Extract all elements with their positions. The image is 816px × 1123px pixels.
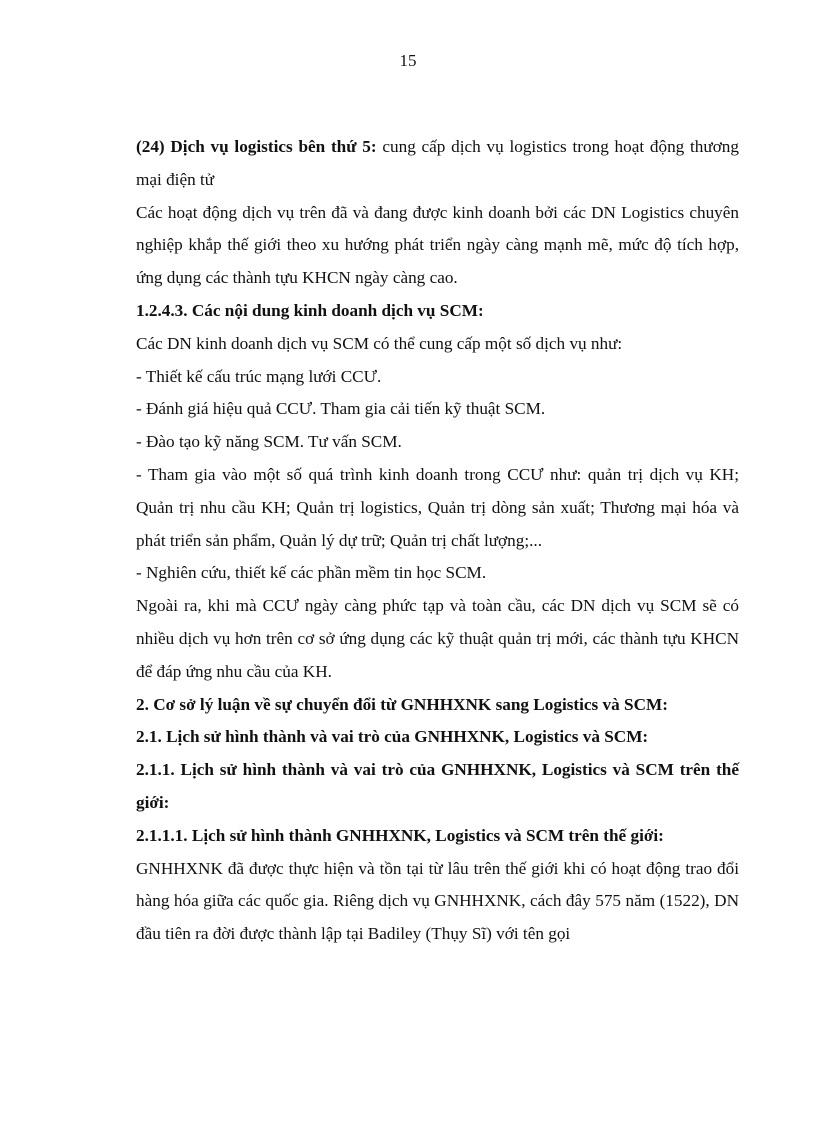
heading-1-2-4-3: 1.2.4.3. Các nội dung kinh doanh dịch vụ SCM: [136, 300, 484, 320]
document-body [136, 131, 739, 951]
bullet-item: - Thiết kế cấu trúc mạng lưới CCƯ. [136, 366, 382, 386]
paragraph-history: GNHHXNK đã được thực hiện và tồn tại từ lâu trên thế giới khi có hoạt động trao đổi hàng hóa giữa các quốc gia. Riêng dịch vụ GNHHXNK, cách đây 575 năm (1522), DN đầu tiên ra đời được thành lập tại Badiley (Thụy Sĩ) với tên gọi [136, 858, 739, 944]
heading-2: 2. Cơ sở lý luận về sự chuyển đổi từ GNHHXNK sang Logistics và SCM: [136, 694, 668, 714]
item-24-label: (24) Dịch vụ logistics bên thứ 5: [136, 137, 377, 156]
bullet-item: - Đào tạo kỹ năng SCM. Tư vấn SCM. [136, 432, 402, 452]
bullet-item: - Tham gia vào một số quá trình kinh doanh trong CCƯ như: quản trị dịch vụ KH; Quản trị nhu cầu KH; Quản trị logistics, Quản trị dòng sản xuất; Thương mại hóa và phát triển sản phẩm, Quản lý dự trữ; Quản trị chất lượng;... [136, 464, 739, 550]
heading-2-1: 2.1. Lịch sử hình thành và vai trò của GNHHXNK, Logistics và SCM: [136, 727, 649, 747]
item-24 [136, 131, 739, 197]
item-24-text: cung cấp dịch vụ logistics trong hoạt động thương mại điện tử [136, 137, 739, 189]
heading-2-1-1-1: 2.1.1.1. Lịch sử hình thành GNHHXNK, Logistics và SCM trên thế giới: [136, 825, 664, 845]
paragraph-activities: Các hoạt động dịch vụ trên đã và đang được kinh doanh bởi các DN Logistics chuyên nghiệp khắp thế giới theo xu hướng phát triển ngày càng mạnh mẽ, mức độ tích hợp, ứng dụng các thành tựu KHCN ngày càng cao. [136, 202, 739, 288]
bullet-item: - Đánh giá hiệu quả CCƯ. Tham gia cải tiến kỹ thuật SCM. [136, 399, 546, 419]
bullet-item: - Nghiên cứu, thiết kế các phần mềm tin học SCM. [136, 563, 487, 583]
heading-2-1-1: 2.1.1. Lịch sử hình thành và vai trò của GNHHXNK, Logistics và SCM trên thế giới: [136, 760, 739, 812]
paragraph-scm-services-intro: Các DN kinh doanh dịch vụ SCM có thể cung cấp một số dịch vụ như: [136, 333, 623, 353]
page-number: 15 [399, 51, 417, 70]
paragraph-additional-services: Ngoài ra, khi mà CCƯ ngày càng phức tạp và toàn cầu, các DN dịch vụ SCM sẽ có nhiều dịch vụ hơn trên cơ sở ứng dụng các kỹ thuật quản trị mới, các thành tựu KHCN để đáp ứng nhu cầu của KH. [136, 596, 739, 681]
